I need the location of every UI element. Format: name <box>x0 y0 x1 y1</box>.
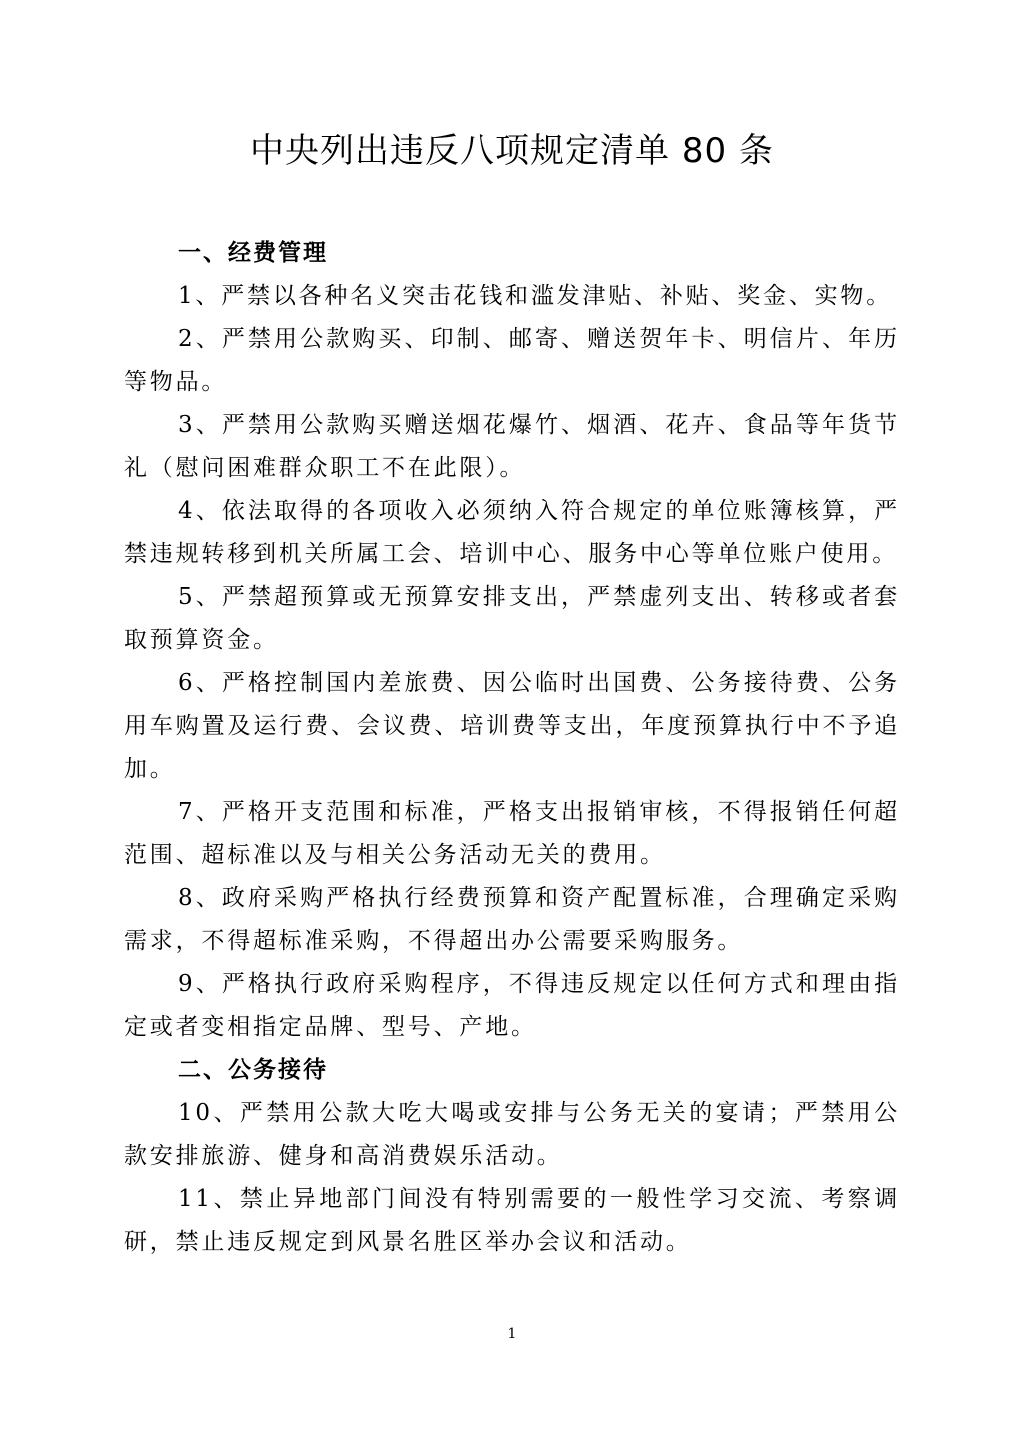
document-title: 中央列出违反八项规定清单 80 条 <box>250 131 774 171</box>
section-heading-reception: 二、公务接待 <box>178 1057 328 1083</box>
section-heading-funding: 一、经费管理 <box>178 240 328 266</box>
list-item: 3、严禁用公款购买赠送烟花爆竹、烟酒、花卉、食品等年货节礼（慰问困难群众职工不在此限）。 <box>124 412 900 481</box>
list-item: 11、禁止异地部门间没有特别需要的一般性学习交流、考察调研，禁止违反规定到风景名胜区举办会议和活动。 <box>124 1186 900 1255</box>
document-body <box>124 232 900 1264</box>
list-item: 5、严禁超预算或无预算安排支出，严禁虚列支出、转移或者套取预算资金。 <box>124 584 900 653</box>
list-item: 2、严禁用公款购买、印制、邮寄、赠送贺年卡、明信片、年历等物品。 <box>124 326 900 395</box>
list-item: 6、严格控制国内差旅费、因公临时出国费、公务接待费、公务用车购置及运行费、会议费、培训费等支出，年度预算执行中不予追加。 <box>124 670 900 782</box>
page-number: 1 <box>507 1326 517 1342</box>
list-item: 10、严禁用公款大吃大喝或安排与公务无关的宴请；严禁用公款安排旅游、健身和高消费娱乐活动。 <box>124 1100 900 1169</box>
list-item: 4、依法取得的各项收入必须纳入符合规定的单位账簿核算，严禁违规转移到机关所属工会、培训中心、服务中心等单位账户使用。 <box>124 498 900 567</box>
list-item: 9、严格执行政府采购程序，不得违反规定以任何方式和理由指定或者变相指定品牌、型号、产地。 <box>124 971 900 1040</box>
list-item: 7、严格开支范围和标准，严格支出报销审核，不得报销任何超范围、超标准以及与相关公务活动无关的费用。 <box>124 799 900 868</box>
list-item: 1、严禁以各种名义突击花钱和滥发津贴、补贴、奖金、实物。 <box>178 283 893 309</box>
list-item: 8、政府采购严格执行经费预算和资产配置标准，合理确定采购需求，不得超标准采购，不得超出办公需要采购服务。 <box>124 885 900 954</box>
